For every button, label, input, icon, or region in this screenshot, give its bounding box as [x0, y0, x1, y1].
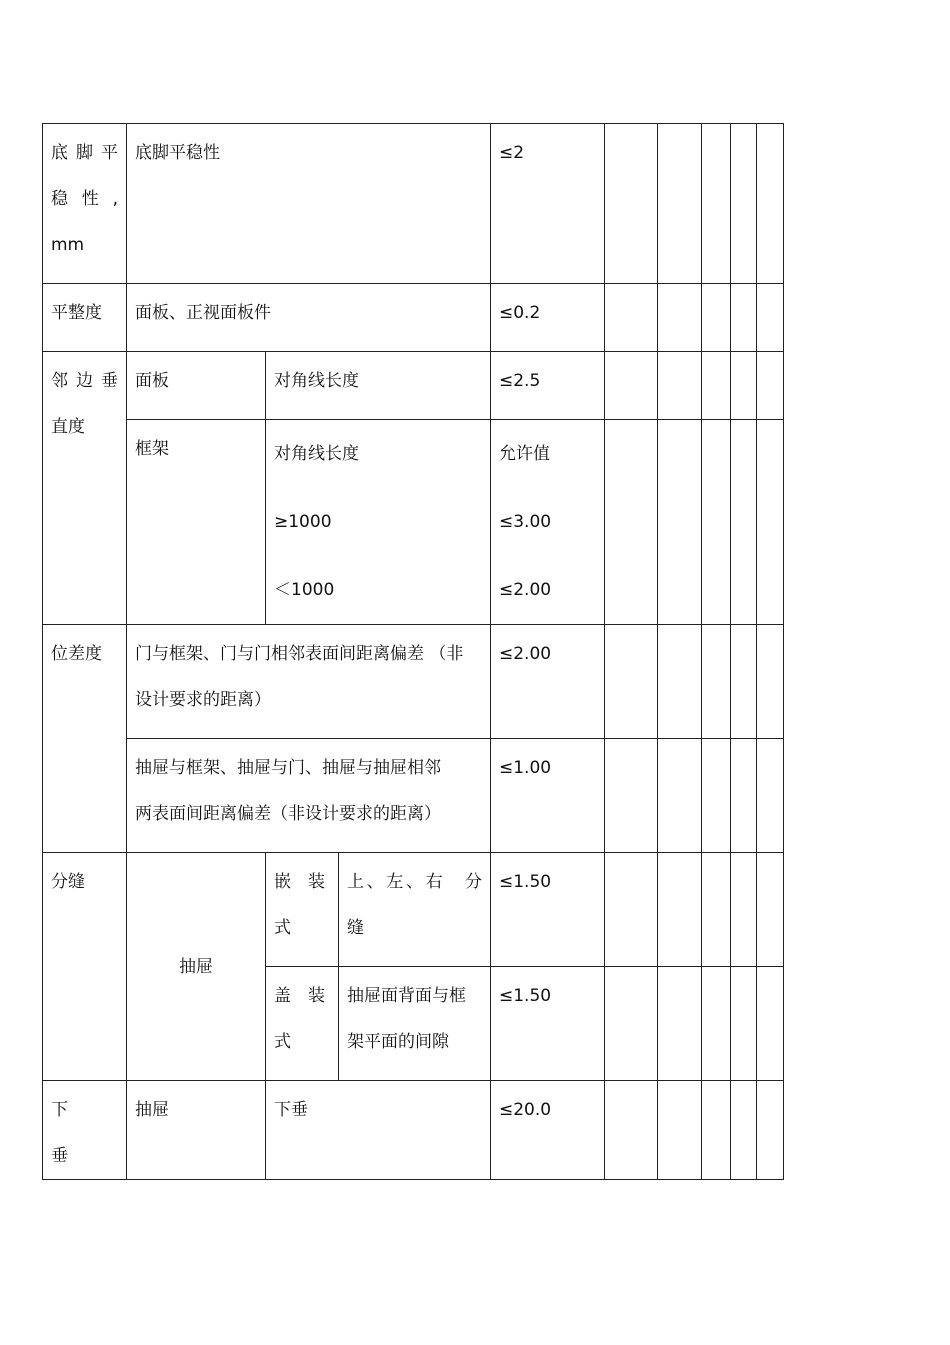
measure-cell — [339, 967, 491, 1081]
limit-value-cell: ≤2.5 — [491, 352, 605, 420]
item-name-cell: 位差度 — [43, 625, 127, 853]
blank-cell — [757, 284, 784, 352]
table-row — [43, 352, 784, 420]
item-name-cell — [43, 124, 127, 284]
item-name-line: 底脚平 — [51, 143, 118, 163]
measure-cell — [266, 420, 491, 625]
part-cell: 面板 — [127, 352, 266, 420]
blank-cell — [702, 352, 731, 420]
measure-line: ＜1000 — [274, 580, 335, 600]
part-cell: 抽屉 — [127, 853, 266, 1081]
measure-line: 上、左、右 分 — [347, 872, 482, 892]
blank-cell — [605, 853, 658, 967]
item-detail-cell: 面板、正视面板件 — [127, 284, 491, 352]
blank-cell — [757, 853, 784, 967]
item-unit: mm — [51, 235, 85, 255]
measure-line: 缝 — [347, 918, 364, 938]
measure-cell — [339, 853, 491, 967]
limit-value-cell: ≤2 — [491, 124, 605, 284]
detail-line: 抽屉与框架、抽屉与门、抽屉与抽屉相邻 — [135, 758, 441, 778]
table-row — [43, 853, 784, 967]
blank-cell — [731, 1081, 757, 1180]
blank-cell — [731, 284, 757, 352]
measure-line: ≥1000 — [274, 512, 332, 532]
detail-line: 门与框架、门与门相邻表面间距离偏差 （非 — [135, 644, 464, 664]
item-name-line: 直度 — [51, 417, 85, 437]
item-name-cell: 下 垂 — [43, 1081, 127, 1180]
limit-value-cell: ≤1.50 — [491, 967, 605, 1081]
blank-cell — [731, 625, 757, 739]
item-name-cell: 分缝 — [43, 853, 127, 1081]
mount-type-cell — [266, 853, 339, 967]
blank-cell — [658, 625, 702, 739]
blank-cell — [658, 420, 702, 625]
blank-cell — [757, 967, 784, 1081]
item-detail-cell — [127, 625, 491, 739]
item-name-line: 稳性, — [51, 189, 118, 209]
table-row — [43, 124, 784, 284]
blank-cell — [757, 1081, 784, 1180]
mount-type-line: 式 — [274, 1032, 291, 1052]
limit-line: 允许值 — [499, 444, 550, 464]
blank-cell — [658, 853, 702, 967]
blank-cell — [605, 284, 658, 352]
measure-cell: 对角线长度 — [266, 352, 491, 420]
blank-cell — [757, 625, 784, 739]
blank-cell — [731, 352, 757, 420]
blank-cell — [702, 739, 731, 853]
blank-cell — [658, 739, 702, 853]
table-row — [43, 420, 784, 625]
inspection-table — [42, 123, 784, 1180]
blank-cell — [658, 352, 702, 420]
table-row — [43, 739, 784, 853]
limit-value-cell: ≤1.50 — [491, 853, 605, 967]
blank-cell — [658, 124, 702, 284]
measure-line: 架平面的间隙 — [347, 1032, 449, 1052]
blank-cell — [702, 853, 731, 967]
blank-cell — [731, 420, 757, 625]
measure-line: 对角线长度 — [274, 444, 359, 464]
blank-cell — [702, 1081, 731, 1180]
blank-cell — [757, 352, 784, 420]
blank-cell — [702, 625, 731, 739]
item-name-cell: 平整度 — [43, 284, 127, 352]
measure-line: 抽屉面背面与框 — [347, 986, 466, 1006]
blank-cell — [605, 352, 658, 420]
blank-cell — [658, 284, 702, 352]
mount-type-line: 嵌 装 — [274, 872, 325, 892]
limit-value-cell: ≤20.0 — [491, 1081, 605, 1180]
mount-type-cell — [266, 967, 339, 1081]
limit-line: ≤3.00 — [499, 512, 552, 532]
mount-type-line: 式 — [274, 918, 291, 938]
blank-cell — [605, 1081, 658, 1180]
blank-cell — [605, 739, 658, 853]
table-row — [43, 1081, 784, 1180]
item-detail-cell: 底脚平稳性 — [127, 124, 491, 284]
blank-cell — [658, 967, 702, 1081]
blank-cell — [605, 967, 658, 1081]
blank-cell — [757, 124, 784, 284]
blank-cell — [605, 420, 658, 625]
blank-cell — [658, 1081, 702, 1180]
blank-cell — [702, 284, 731, 352]
item-name-cell — [43, 352, 127, 625]
item-name-line: 邻边垂 — [51, 371, 118, 391]
item-detail-cell — [127, 739, 491, 853]
limit-value-cell — [491, 420, 605, 625]
blank-cell — [605, 124, 658, 284]
part-cell: 抽屉 — [127, 1081, 266, 1180]
blank-cell — [757, 420, 784, 625]
detail-line: 两表面间距离偏差（非设计要求的距离） — [135, 804, 441, 824]
blank-cell — [757, 739, 784, 853]
blank-cell — [731, 124, 757, 284]
limit-value-cell: ≤2.00 — [491, 625, 605, 739]
blank-cell — [731, 853, 757, 967]
blank-cell — [605, 625, 658, 739]
limit-line: ≤2.00 — [499, 580, 552, 600]
mount-type-line: 盖 装 — [274, 986, 325, 1006]
limit-value-cell: ≤0.2 — [491, 284, 605, 352]
measure-cell: 下垂 — [266, 1081, 491, 1180]
detail-line: 设计要求的距离） — [135, 690, 271, 710]
table-row — [43, 625, 784, 739]
limit-value-cell: ≤1.00 — [491, 739, 605, 853]
part-cell: 框架 — [127, 420, 266, 625]
blank-cell — [702, 420, 731, 625]
blank-cell — [731, 967, 757, 1081]
blank-cell — [702, 124, 731, 284]
table-row — [43, 284, 784, 352]
blank-cell — [731, 739, 757, 853]
blank-cell — [702, 967, 731, 1081]
